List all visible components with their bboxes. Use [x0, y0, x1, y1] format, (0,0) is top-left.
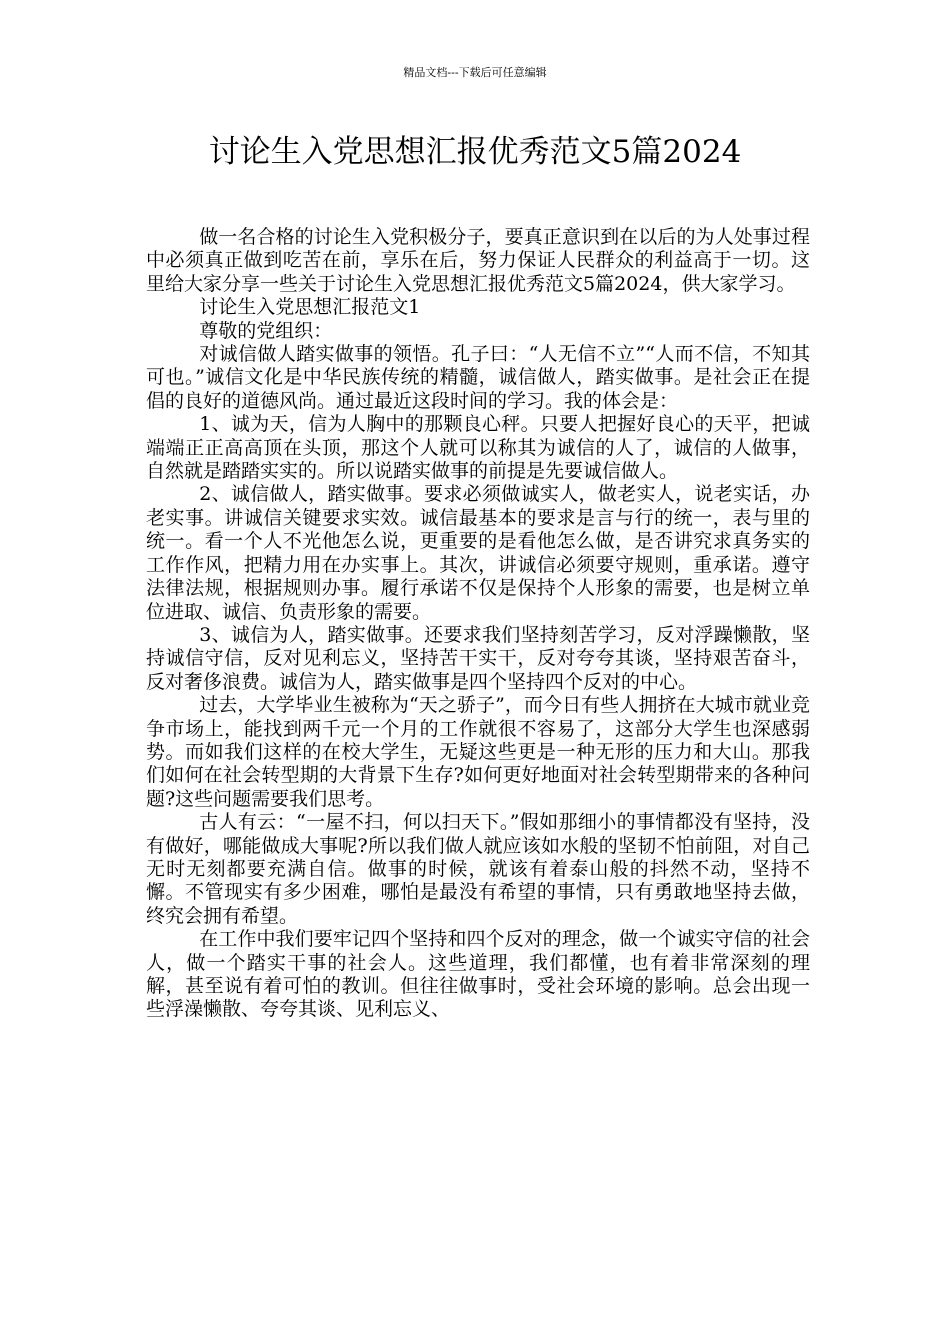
intro-paragraph: 做一名合格的讨论生入党积极分子，要真正意识到在以后的为人处事过程中必须真正做到吃苦在前，享乐在后，努力保证人民群众的利益高于一切。这里给大家分享一些关于讨论生入党思想汇报优秀范文5篇2024，供大家学习。 — [146, 226, 810, 295]
body-paragraph: 在工作中我们要牢记四个坚持和四个反对的理念，做一个诚实守信的社会人，做一个踏实干事的社会人。这些道理，我们都懂，也有着非常深刻的理解，甚至说有着可怕的教训。但往往做事时，受社会环境的影响。总会出现一些浮澡懒散、夸夸其谈、见利忘义、 — [146, 928, 810, 1021]
document-title: 讨论生入党思想汇报优秀范文5篇2024 — [208, 134, 742, 170]
body-paragraph: 对诚信做人踏实做事的领悟。孔子曰：“人无信不立”“人而不信，不知其可也。”诚信文化是中华民族传统的精髓，诚信做人，踏实做事。是社会正在提倡的良好的道德风尚。通过最近这段时间的学习。我的体会是： — [146, 343, 810, 412]
document-body — [146, 226, 810, 1022]
body-paragraph: 3、诚信为人，踏实做事。还要求我们坚持刻苦学习，反对浮躁懒散，坚持诚信守信，反对见利忘义，坚持苦干实干，反对夸夸其谈，坚持艰苦奋斗，反对奢侈浪费。诚信为人，踏实做事是四个坚持四个反对的中心。 — [146, 623, 810, 693]
body-paragraph: 2、诚信做人，踏实做事。要求必须做诚实人，做老实人，说老实话，办老实事。讲诚信关键要求实效。诚信最基本的要求是言与行的统一，表与里的统一。看一个人不光他怎么说，更重要的是看他怎么做，是否讲究求真务实的工作作风，把精力用在办实事上。其次，讲诚信必须要守规则，重承诺。遵守法律法规，根据规则办事。履行承诺不仅是保持个人形象的需要，也是树立单位进取、诚信、负责形象的需要。 — [146, 483, 810, 623]
section-heading: 讨论生入党思想汇报范文1 — [199, 296, 421, 319]
salutation: 尊敬的党组织： — [199, 319, 333, 342]
body-paragraph: 古人有云：“一屋不扫，何以扫天下。”假如那细小的事情都没有坚持，没有做好，哪能做成大事呢?所以我们做人就应该如水般的坚韧不怕前阻，对自己无时无刻都要充满自信。做事的时候，就该有着泰山般的抖然不动，坚持不懈。不管现实有多少困难，哪怕是最没有希望的事情，只有勇敢地坚持去做，终究会拥有希望。 — [146, 811, 810, 927]
body-paragraph: 过去，大学毕业生被称为“天之骄子”，而今日有些人拥挤在大城市就业竞争市场上，能找到两千元一个月的工作就很不容易了，这部分大学生也深感弱势。而如我们这样的在校大学生，无疑这些更是一种无形的压力和大山。那我们如何在社会转型期的大背景下生存?如何更好地面对社会转型期带来的各种问题?这些问题需要我们思考。 — [146, 694, 810, 810]
body-paragraph: 1、诚为天，信为人胸中的那颗良心秤。只要人把握好良心的天平，把诚端端正正高高顶在头顶，那这个人就可以称其为诚信的人了，诚信的人做事，自然就是踏踏实实的。所以说踏实做事的前提是先要诚信做人。 — [146, 413, 810, 483]
header-note: 精品文档---下载后可任意编辑 — [403, 66, 547, 79]
